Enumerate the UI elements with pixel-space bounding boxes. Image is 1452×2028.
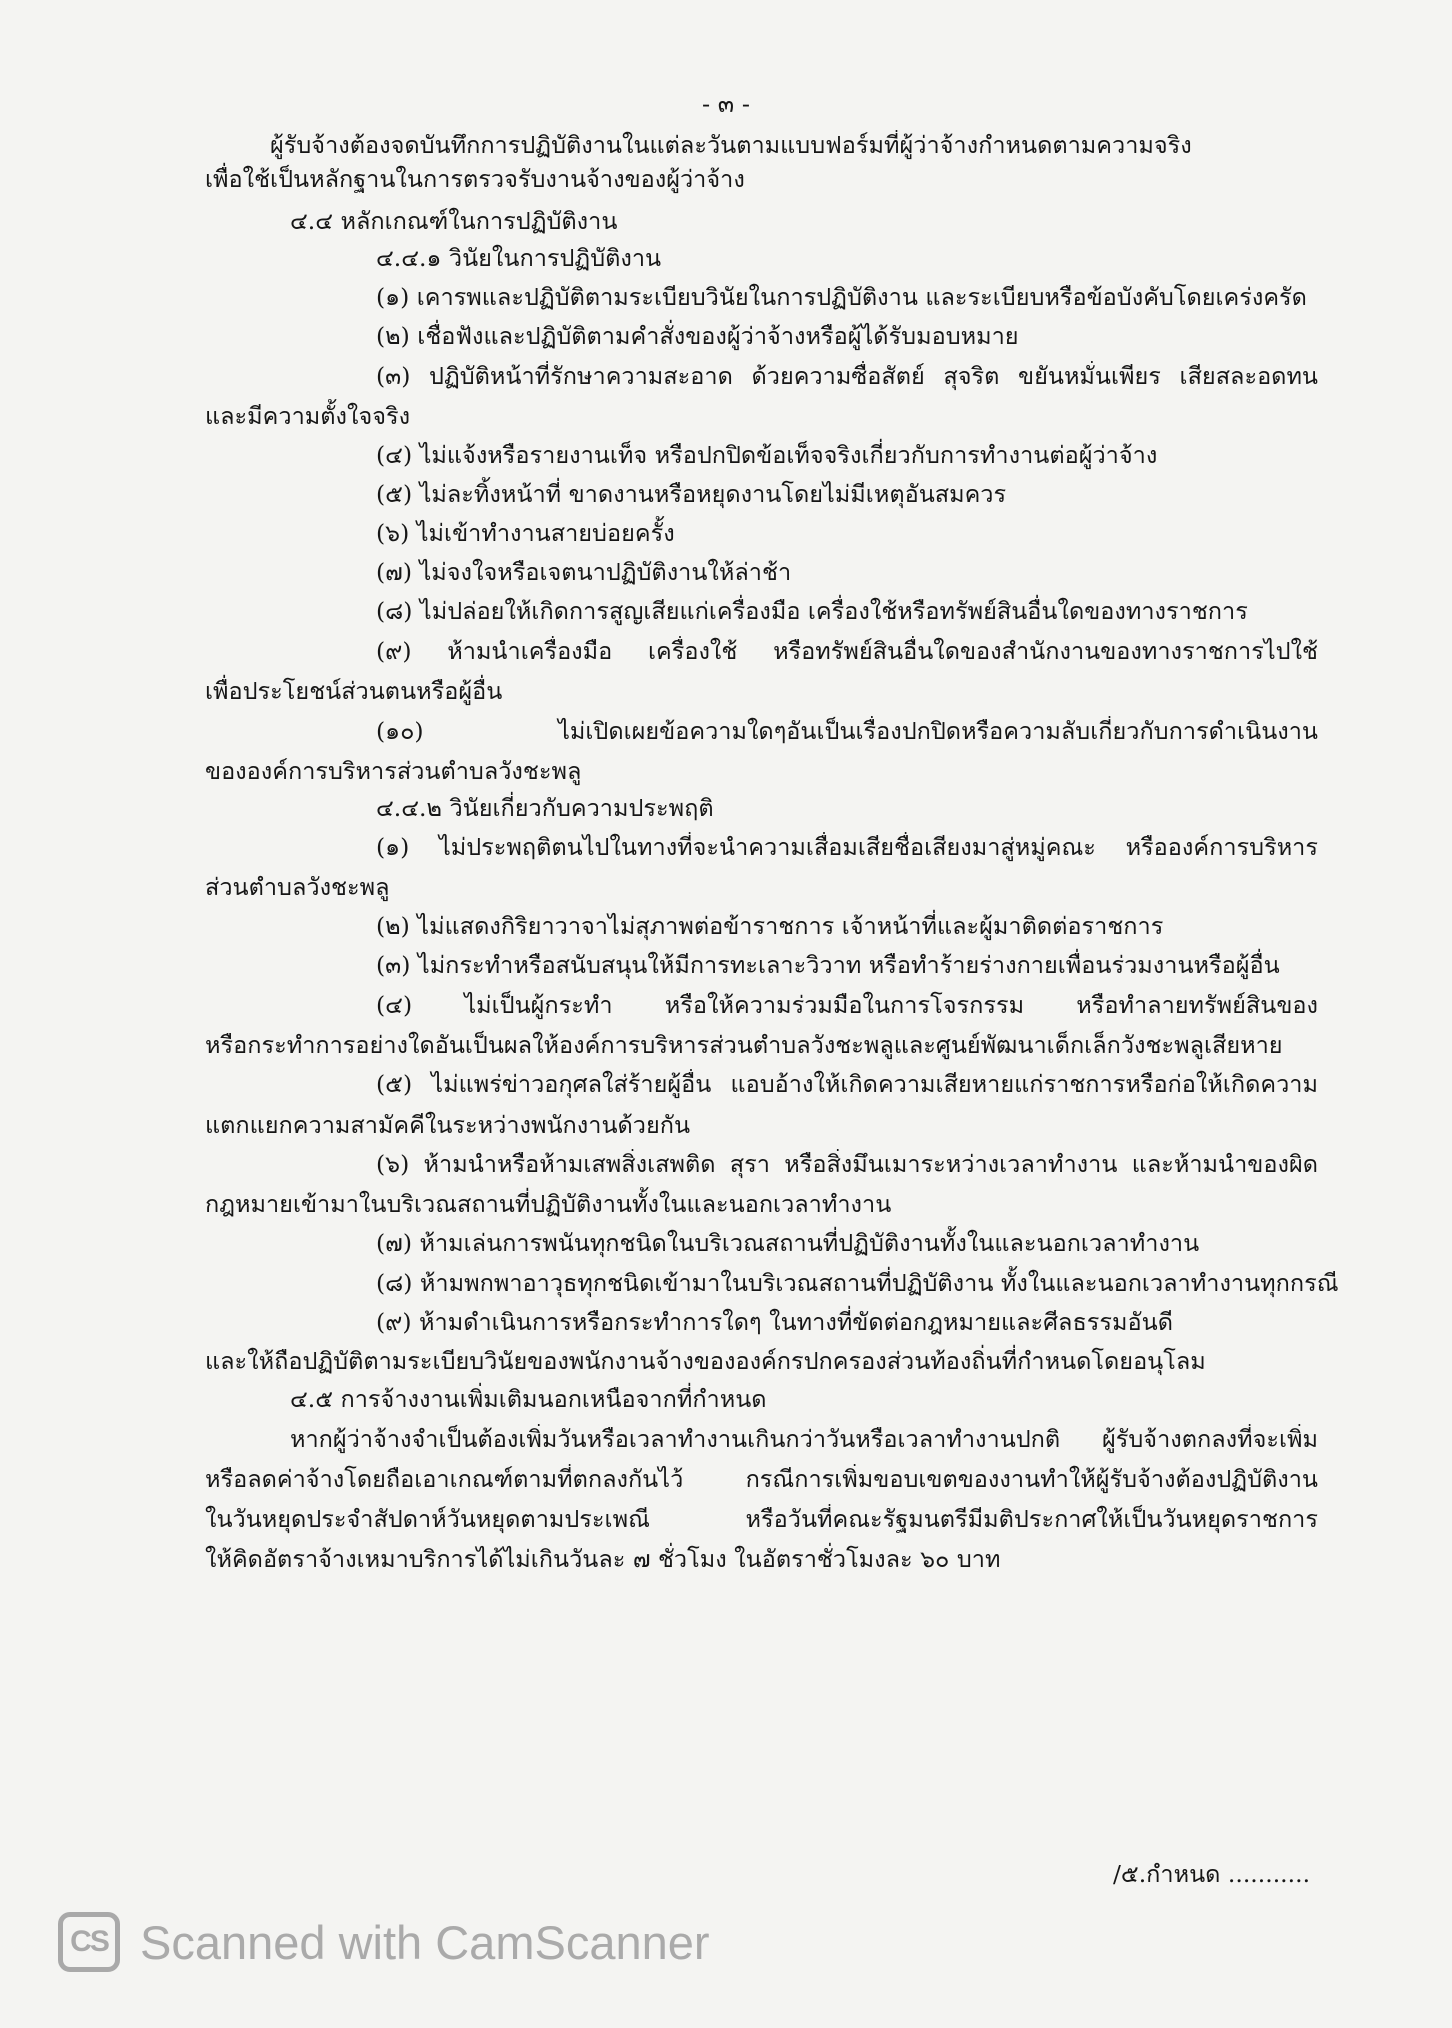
text-line: และให้ถือปฏิบัติตามระเบียบวินัยของพนักงานจ้างขององค์กรปกครองส่วนท้องถิ่นที่กำหนดโดยอนุโลม <box>205 1347 1206 1375</box>
text-line: (๕) ไม่ละทิ้งหน้าที่ ขาดงานหรือหยุดงานโดยไม่มีเหตุอันสมควร <box>376 480 1007 508</box>
text-line: (๗) ห้ามเล่นการพนันทุกชนิดในบริเวณสถานที่ปฏิบัติงานทั้งในและนอกเวลาทำงาน <box>376 1229 1200 1257</box>
text-line: (๒) เชื่อฟังและปฏิบัติตามคำสั่งของผู้ว่าจ้างหรือผู้ได้รับมอบหมาย <box>376 322 1019 350</box>
text-line: (๖) ไม่เข้าทำงานสายบ่อยครั้ง <box>376 519 675 547</box>
text-line: และมีความตั้งใจจริง <box>205 402 411 430</box>
text-line: ๔.๔.๑ วินัยในการปฏิบัติงาน <box>376 244 662 272</box>
page-number: - ๓ - <box>702 90 750 118</box>
text-line: (๙) ห้ามดำเนินการหรือกระทำการใดๆ ในทางที่ขัดต่อกฎหมายและศีลธรรมอันดี <box>376 1308 1173 1336</box>
text-line: (๘) ห้ามพกพาอาวุธทุกชนิดเข้ามาในบริเวณสถานที่ปฏิบัติงาน ทั้งในและนอกเวลาทำงานทุกกรณี <box>376 1269 1339 1297</box>
text-line: ๔.๔.๒ วินัยเกี่ยวกับความประพฤติ <box>376 794 714 822</box>
text-line: (๑) เคารพและปฏิบัติตามระเบียบวินัยในการปฏิบัติงาน และระเบียบหรือข้อบังคับโดยเคร่งครัด <box>376 283 1307 311</box>
continuation-marker: /๕.กำหนด ........... <box>1113 1860 1311 1888</box>
text-line: หรือกระทำการอย่างใดอันเป็นผลให้องค์การบริหารส่วนตำบลวังชะพลูและศูนย์พัฒนาเด็กเล็กวังชะพลูเสียหาย <box>205 1031 1283 1059</box>
text-line: ขององค์การบริหารส่วนตำบลวังชะพลู <box>205 757 582 785</box>
text-line: หรือลดค่าจ้างโดยถือเอาเกณฑ์ตามที่ตกลงกันไว้ กรณีการเพิ่มขอบเขตของงานทำให้ผู้รับจ้างต้องปฏิบัติงาน <box>205 1465 1318 1493</box>
text-line: แตกแยกความสามัคคีในระหว่างพนักงานด้วยกัน <box>205 1111 691 1139</box>
text-line: (๒) ไม่แสดงกิริยาวาจาไม่สุภาพต่อข้าราชการ เจ้าหน้าที่และผู้มาติดต่อราชการ <box>376 912 1164 940</box>
text-line: (๘) ไม่ปล่อยให้เกิดการสูญเสียแก่เครื่องมือ เครื่องใช้หรือทรัพย์สินอื่นใดของทางราชการ <box>376 597 1248 625</box>
text-line: (๓) ปฏิบัติหน้าที่รักษาความสะอาด ด้วยความซื่อสัตย์ สุจริต ขยันหมั่นเพียร เสียสละอดทน <box>376 362 1318 390</box>
text-line: ในวันหยุดประจำสัปดาห์วันหยุดตามประเพณี หรือวันที่คณะรัฐมนตรีมีมติประกาศให้เป็นวันหยุดราชการ <box>205 1505 1318 1533</box>
camscanner-logo-icon: CS <box>58 1912 120 1972</box>
text-line: ส่วนตำบลวังชะพลู <box>205 873 390 901</box>
text-line: (๔) ไม่เป็นผู้กระทำ หรือให้ความร่วมมือในการโจรกรรม หรือทำลายทรัพย์สินของ <box>376 991 1318 1019</box>
text-line: เพื่อประโยชน์ส่วนตนหรือผู้อื่น <box>205 677 503 705</box>
text-line: หากผู้ว่าจ้างจำเป็นต้องเพิ่มวันหรือเวลาทำงานเกินกว่าวันหรือเวลาทำงานปกติ ผู้รับจ้างตกลงที่จะเพิ่ม <box>290 1425 1318 1453</box>
text-line: กฎหมายเข้ามาในบริเวณสถานที่ปฏิบัติงานทั้งในและนอกเวลาทำงาน <box>205 1190 892 1218</box>
text-line: (๓) ไม่กระทำหรือสนับสนุนให้มีการทะเลาะวิวาท หรือทำร้ายร่างกายเพื่อนร่วมงานหรือผู้อื่น <box>376 951 1280 979</box>
text-line: (๖) ห้ามนำหรือห้ามเสพสิ่งเสพติด สุรา หรือสิ่งมึนเมาระหว่างเวลาทำงาน และห้ามนำของผิด <box>376 1150 1318 1178</box>
text-line: (๙) ห้ามนำเครื่องมือ เครื่องใช้ หรือทรัพย์สินอื่นใดของสำนักงานของทางราชการไปใช้ <box>376 637 1318 665</box>
text-line: (๔) ไม่แจ้งหรือรายงานเท็จ หรือปกปิดข้อเท็จจริงเกี่ยวกับการทำงานต่อผู้ว่าจ้าง <box>376 441 1158 469</box>
text-line: (๑) ไม่ประพฤติตนไปในทางที่จะนำความเสื่อมเสียชื่อเสียงมาสู่หมู่คณะ หรือองค์การบริหาร <box>376 833 1318 861</box>
camscanner-text: Scanned with CamScanner <box>140 1915 710 1969</box>
text-line: (๕) ไม่แพร่ข่าวอกุศลใส่ร้ายผู้อื่น แอบอ้างให้เกิดความเสียหายแก่ราชการหรือก่อให้เกิดความ <box>376 1070 1318 1098</box>
text-line: เพื่อใช้เป็นหลักฐานในการตรวจรับงานจ้างของผู้ว่าจ้าง <box>205 165 745 193</box>
text-line: ๔.๔ หลักเกณฑ์ในการปฏิบัติงาน <box>290 207 618 235</box>
text-line: ให้คิดอัตราจ้างเหมาบริการได้ไม่เกินวันละ ๗ ชั่วโมง ในอัตราชั่วโมงละ ๖๐ บาท <box>205 1545 1001 1573</box>
text-line: (๗) ไม่จงใจหรือเจตนาปฏิบัติงานให้ล่าช้า <box>376 558 792 586</box>
text-line: ผู้รับจ้างต้องจดบันทึกการปฏิบัติงานในแต่ละวันตามแบบฟอร์มที่ผู้ว่าจ้างกำหนดตามความจริง <box>270 131 1192 159</box>
text-line: (๑๐) ไม่เปิดเผยข้อความใดๆอันเป็นเรื่องปกปิดหรือความลับเกี่ยวกับการดำเนินงาน <box>376 717 1318 745</box>
text-line: ๔.๕ การจ้างงานเพิ่มเติมนอกเหนือจากที่กำหนด <box>290 1385 767 1413</box>
camscanner-watermark <box>58 1910 710 1974</box>
